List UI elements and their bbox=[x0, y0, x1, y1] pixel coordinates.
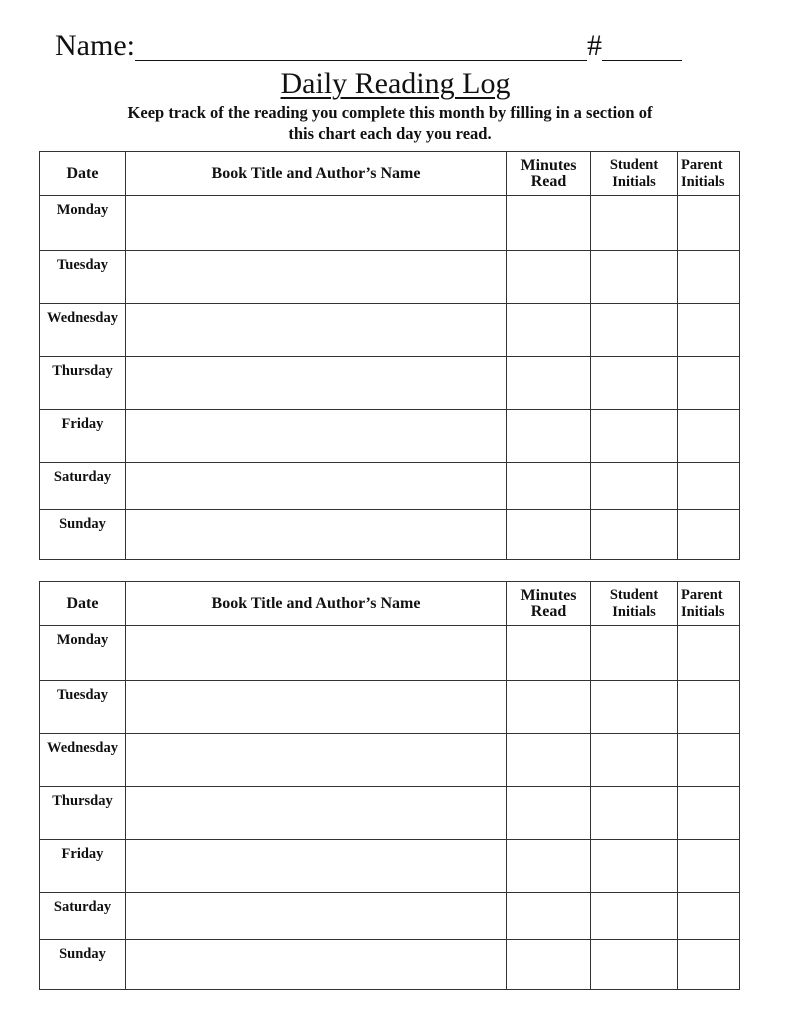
parent-initials-cell[interactable] bbox=[678, 734, 740, 787]
student-initials-cell[interactable] bbox=[591, 681, 678, 734]
student-initials-cell[interactable] bbox=[591, 357, 678, 410]
table-row bbox=[40, 626, 740, 681]
minutes-cell[interactable] bbox=[507, 510, 591, 560]
book-title-cell[interactable] bbox=[126, 787, 507, 840]
minutes-cell[interactable] bbox=[507, 304, 591, 357]
student-initials-cell[interactable] bbox=[591, 787, 678, 840]
book-title-cell[interactable] bbox=[126, 196, 507, 251]
parent-initials-cell[interactable] bbox=[678, 510, 740, 560]
day-label-wednesday: Wednesday bbox=[40, 304, 126, 357]
table-header-row bbox=[40, 582, 740, 626]
table-row bbox=[40, 893, 740, 940]
table-row bbox=[40, 463, 740, 510]
day-label-sunday: Sunday bbox=[40, 940, 126, 990]
parent-initials-cell[interactable] bbox=[678, 626, 740, 681]
column-header-date: Date bbox=[40, 582, 126, 626]
book-title-cell[interactable] bbox=[126, 893, 507, 940]
minutes-cell[interactable] bbox=[507, 463, 591, 510]
student-initials-cell[interactable] bbox=[591, 940, 678, 990]
column-header-minutes-read: Minutes Read bbox=[507, 152, 591, 196]
name-blank[interactable] bbox=[135, 32, 587, 61]
column-header-parent-initials: Parent Initials bbox=[678, 582, 740, 626]
day-label-monday: Monday bbox=[40, 196, 126, 251]
minutes-cell[interactable] bbox=[507, 357, 591, 410]
day-label-thursday: Thursday bbox=[40, 787, 126, 840]
book-title-cell[interactable] bbox=[126, 410, 507, 463]
student-initials-cell[interactable] bbox=[591, 734, 678, 787]
instructions-line-1: Keep track of the reading you complete this month by filling in a section of bbox=[127, 103, 653, 122]
minutes-cell[interactable] bbox=[507, 251, 591, 304]
book-title-cell[interactable] bbox=[126, 510, 507, 560]
name-number-line bbox=[55, 28, 682, 64]
day-label-monday: Monday bbox=[40, 626, 126, 681]
column-header-book-title: Book Title and Author’s Name bbox=[126, 152, 507, 196]
table-row bbox=[40, 357, 740, 410]
book-title-cell[interactable] bbox=[126, 734, 507, 787]
student-initials-cell[interactable] bbox=[591, 626, 678, 681]
day-label-tuesday: Tuesday bbox=[40, 681, 126, 734]
table-row bbox=[40, 196, 740, 251]
book-title-cell[interactable] bbox=[126, 681, 507, 734]
student-initials-cell[interactable] bbox=[591, 196, 678, 251]
book-title-cell[interactable] bbox=[126, 251, 507, 304]
minutes-cell[interactable] bbox=[507, 893, 591, 940]
minutes-cell[interactable] bbox=[507, 681, 591, 734]
day-label-tuesday: Tuesday bbox=[40, 251, 126, 304]
book-title-cell[interactable] bbox=[126, 304, 507, 357]
day-label-friday: Friday bbox=[40, 410, 126, 463]
book-title-cell[interactable] bbox=[126, 626, 507, 681]
student-initials-cell[interactable] bbox=[591, 410, 678, 463]
column-header-student-initials: Student Initials bbox=[591, 152, 678, 196]
minutes-cell[interactable] bbox=[507, 410, 591, 463]
parent-initials-cell[interactable] bbox=[678, 893, 740, 940]
number-blank[interactable] bbox=[602, 32, 682, 61]
table-row bbox=[40, 510, 740, 560]
table-row bbox=[40, 410, 740, 463]
instructions bbox=[40, 102, 740, 144]
minutes-cell[interactable] bbox=[507, 787, 591, 840]
instructions-line-2: this chart each day you read. bbox=[288, 124, 492, 143]
student-initials-cell[interactable] bbox=[591, 510, 678, 560]
student-initials-cell[interactable] bbox=[591, 893, 678, 940]
parent-initials-cell[interactable] bbox=[678, 463, 740, 510]
parent-initials-cell[interactable] bbox=[678, 940, 740, 990]
table-header-row bbox=[40, 152, 740, 196]
number-label: # bbox=[586, 29, 602, 62]
parent-initials-cell[interactable] bbox=[678, 681, 740, 734]
table-row bbox=[40, 940, 740, 990]
table-row bbox=[40, 840, 740, 893]
parent-initials-cell[interactable] bbox=[678, 787, 740, 840]
day-label-saturday: Saturday bbox=[40, 463, 126, 510]
day-label-thursday: Thursday bbox=[40, 357, 126, 410]
name-label: Name: bbox=[55, 29, 135, 62]
table-row bbox=[40, 734, 740, 787]
student-initials-cell[interactable] bbox=[591, 840, 678, 893]
column-header-date: Date bbox=[40, 152, 126, 196]
column-header-book-title: Book Title and Author’s Name bbox=[126, 582, 507, 626]
parent-initials-cell[interactable] bbox=[678, 304, 740, 357]
minutes-cell[interactable] bbox=[507, 626, 591, 681]
book-title-cell[interactable] bbox=[126, 940, 507, 990]
book-title-cell[interactable] bbox=[126, 357, 507, 410]
student-initials-cell[interactable] bbox=[591, 251, 678, 304]
day-label-sunday: Sunday bbox=[40, 510, 126, 560]
day-label-friday: Friday bbox=[40, 840, 126, 893]
reading-log-table-1 bbox=[39, 151, 740, 560]
page-title: Daily Reading Log bbox=[280, 67, 511, 100]
table-row bbox=[40, 304, 740, 357]
parent-initials-cell[interactable] bbox=[678, 196, 740, 251]
book-title-cell[interactable] bbox=[126, 840, 507, 893]
table-row bbox=[40, 681, 740, 734]
parent-initials-cell[interactable] bbox=[678, 840, 740, 893]
table-row bbox=[40, 787, 740, 840]
table-row bbox=[40, 251, 740, 304]
minutes-cell[interactable] bbox=[507, 840, 591, 893]
reading-log-table-2 bbox=[39, 581, 740, 990]
parent-initials-cell[interactable] bbox=[678, 357, 740, 410]
minutes-cell[interactable] bbox=[507, 196, 591, 251]
day-label-saturday: Saturday bbox=[40, 893, 126, 940]
book-title-cell[interactable] bbox=[126, 463, 507, 510]
column-header-parent-initials: Parent Initials bbox=[678, 152, 740, 196]
parent-initials-cell[interactable] bbox=[678, 410, 740, 463]
minutes-cell[interactable] bbox=[507, 940, 591, 990]
column-header-minutes-read: Minutes Read bbox=[507, 582, 591, 626]
student-initials-cell[interactable] bbox=[591, 463, 678, 510]
column-header-student-initials: Student Initials bbox=[591, 582, 678, 626]
minutes-cell[interactable] bbox=[507, 734, 591, 787]
student-initials-cell[interactable] bbox=[591, 304, 678, 357]
day-label-wednesday: Wednesday bbox=[40, 734, 126, 787]
parent-initials-cell[interactable] bbox=[678, 251, 740, 304]
